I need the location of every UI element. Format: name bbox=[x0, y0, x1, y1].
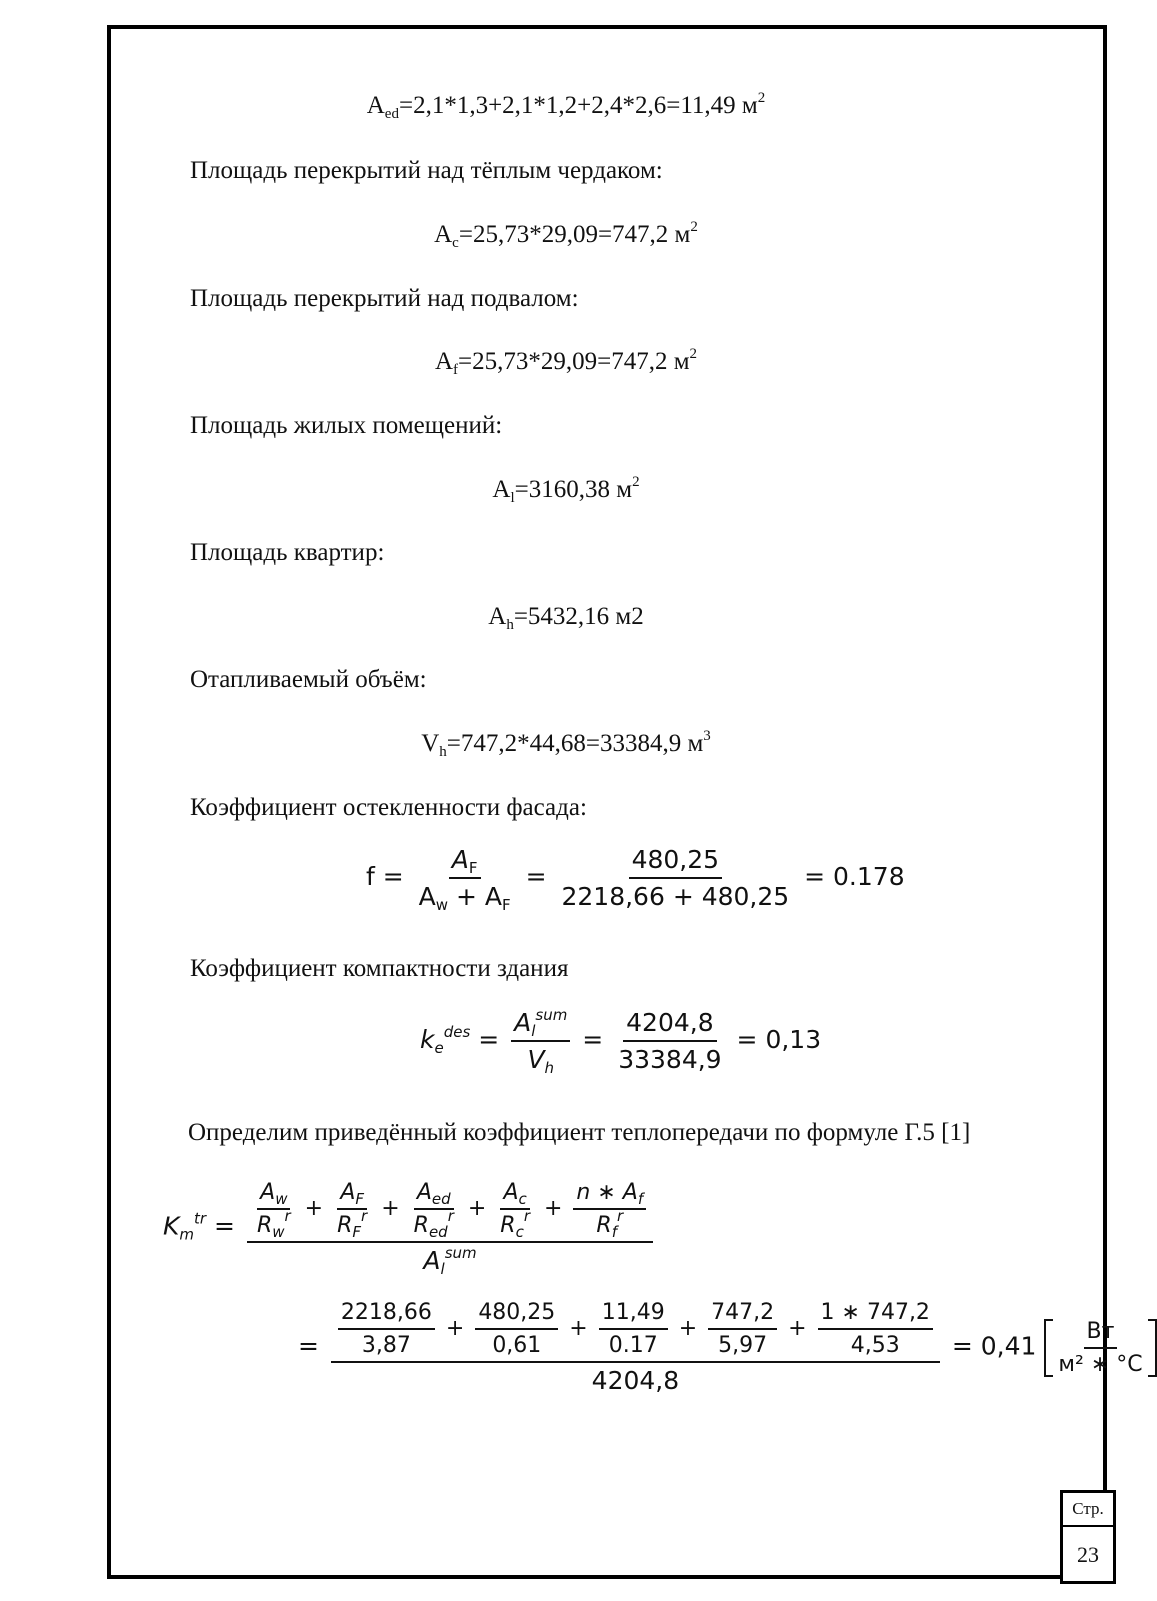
page-number: 23 bbox=[1077, 1542, 1099, 1567]
page-label: Стр. bbox=[1063, 1493, 1113, 1527]
formula-glazing: f = $\frac{A_F}{A_w + A_F}$ = $\frac{480,25}{2218,66 + 480,25}$ = 0.178 bbox=[366, 845, 905, 914]
paragraph-heat-transfer: Определим приведённый коэффициент теплопередачи по формуле Г.5 [1] bbox=[188, 1119, 971, 1146]
paragraph-living: Площадь жилых помещений: bbox=[190, 412, 503, 439]
paragraph-volume: Отапливаемый объём: bbox=[190, 666, 427, 693]
paragraph-compactness: Коэффициент компактности здания bbox=[190, 955, 569, 982]
paragraph-apartments: Площадь квартир: bbox=[190, 539, 385, 566]
paragraph-basement: Площадь перекрытий над подвалом: bbox=[190, 285, 579, 312]
page-number-box bbox=[1060, 1490, 1116, 1584]
formula-heat-transfer-numeric: = $\frac{2218,66}{3,87}$ + $\frac{480,25}{0,61}$ + $\frac{11,49}{0.17}$ + $\frac{747,2}{5,97}$ + $\frac{1 ∗ 747,2}{4,53}$ 4204,8 = 0,41 $\frac{Вт}{\text{м² ∗ °C}}$ bbox=[298, 1300, 1157, 1395]
paragraph-glazing: Коэффициент остекленности фасада: bbox=[190, 794, 587, 821]
formula-a-h: $A_h=5432,16$ м2 bbox=[488, 603, 644, 633]
paragraph-attic: Площадь перекрытий над тёплым чердаком: bbox=[190, 157, 663, 184]
formula-a-l: $A_l=3160,38$ $м^2$ bbox=[492, 474, 640, 506]
unit-bracket: $\frac{Вт}{\text{м² ∗ °C}}$ bbox=[1044, 1319, 1156, 1377]
formula-a-ed: $A_{ed}=2,1*1,3+2,1*1,2+2,4*2,6=11,49$ $м^2$ bbox=[366, 90, 766, 122]
formula-v-h: $V_h=747,2*44,68=33384,9$ $м^3$ bbox=[421, 728, 711, 760]
formula-compactness: $k_e^{des}$ = $\frac{A_l^{sum}}{V_h}$ = $\frac{4204,8}{33384,9}$ = 0,13 bbox=[420, 1006, 822, 1077]
formula-a-c: $A_c=25,73*29,09=747,2$ $м^2$ bbox=[434, 219, 698, 251]
formula-heat-transfer-general: $K_m^{tr}$ = $\frac{A_w}{R_w^r}$ + $\frac{A_F}{R_F^r}$ + $\frac{A_{ed}}{R_{ed}^r}$ + $\frac{A_c}{R_c^r}$ + $\frac{n ∗ A_f}{R_f^r}$ $A_l^{sum}$ bbox=[163, 1180, 657, 1275]
formula-a-f: $A_f=25,73*29,09=747,2$ $м^2$ bbox=[434, 346, 698, 378]
